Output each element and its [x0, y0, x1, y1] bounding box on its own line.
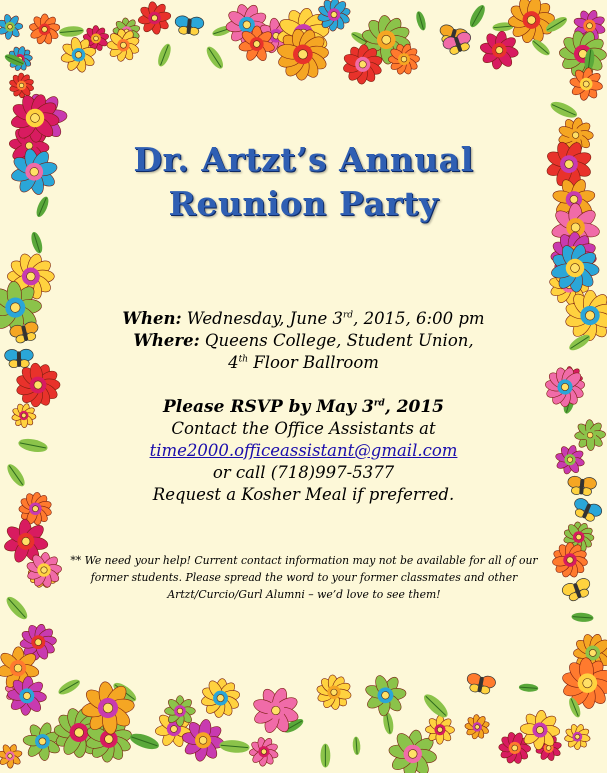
flower-icon [462, 711, 493, 742]
when-label: When: [122, 309, 182, 328]
event-details [70, 308, 537, 374]
flower-icon [165, 696, 196, 727]
when-text-post: , 2015, 6:00 pm [353, 309, 485, 328]
leaf-icon [17, 437, 48, 455]
rsvp-heading [70, 396, 537, 418]
flower-icon [8, 73, 35, 99]
where-floor-num: 4 [228, 353, 239, 372]
leaf-icon [4, 462, 28, 489]
leaf-icon [467, 3, 488, 29]
leaf-icon [58, 25, 84, 37]
leaf-icon [519, 683, 539, 692]
where-label: Where: [133, 331, 200, 350]
title-line-1: Dr. Artzt’s Annual [133, 140, 474, 179]
where-floor-rest: Floor Ballroom [248, 353, 379, 372]
where-floor-sup: th [238, 354, 249, 365]
leaf-icon [128, 731, 161, 753]
leaf-icon [204, 44, 226, 71]
page-title [70, 138, 537, 226]
leaf-icon [414, 10, 427, 31]
flower-icon [248, 736, 280, 768]
where-line-2 [70, 352, 537, 374]
rsvp-heading-pre: Please RSVP by May 3 [162, 397, 374, 417]
leaf-icon [548, 99, 579, 121]
flower-icon [559, 718, 596, 755]
leaf-icon [56, 677, 82, 698]
leaf-icon [156, 42, 174, 68]
flower-icon [309, 667, 359, 717]
flower-icon [542, 364, 588, 410]
rsvp-meal: Request a Kosher Meal if preferred. [152, 485, 455, 504]
leaf-icon [421, 691, 452, 721]
butterfly-icon [567, 476, 597, 497]
leaf-icon [34, 195, 51, 219]
rsvp-heading-post: , 2015 [384, 397, 445, 417]
leaf-icon [3, 594, 30, 623]
butterfly-icon [5, 349, 34, 368]
rsvp-section [70, 396, 537, 506]
help-note: ** We need your help! Current contact information may not be available for all of our former students. Please spread the word to your former classmates and other Artzt/Curcio/Gurl Alumni – we’d love to see them! [70, 554, 538, 601]
butterfly-icon [561, 577, 594, 604]
flower-icon [0, 740, 27, 773]
leaf-icon [571, 612, 594, 623]
when-sup: rd [343, 310, 354, 321]
flower-icon [12, 485, 59, 532]
when-line [70, 308, 537, 330]
rsvp-phone: or call (718)997-5377 [212, 463, 395, 482]
leaf-icon [320, 744, 330, 768]
butterfly-icon [465, 672, 497, 695]
rsvp-heading-sup: rd [373, 398, 385, 409]
where-text: Queens College, Student Union, [199, 331, 474, 350]
butterfly-icon [174, 15, 204, 36]
where-line [70, 330, 537, 352]
title-line-2: Reunion Party [168, 184, 439, 223]
flyer-content [70, 130, 537, 603]
email-link[interactable]: time2000.officeassistant@gmail.com [149, 441, 458, 460]
flower-icon [0, 13, 23, 41]
flower-icon [245, 679, 307, 741]
leaf-icon [29, 231, 44, 255]
leaf-icon [352, 736, 361, 755]
flower-icon [198, 677, 242, 720]
when-text-pre: Wednesday, June 3 [181, 309, 343, 328]
butterfly-icon [570, 496, 603, 524]
rsvp-contact: Contact the Office Assistants at [171, 419, 436, 438]
flower-icon [26, 11, 63, 48]
